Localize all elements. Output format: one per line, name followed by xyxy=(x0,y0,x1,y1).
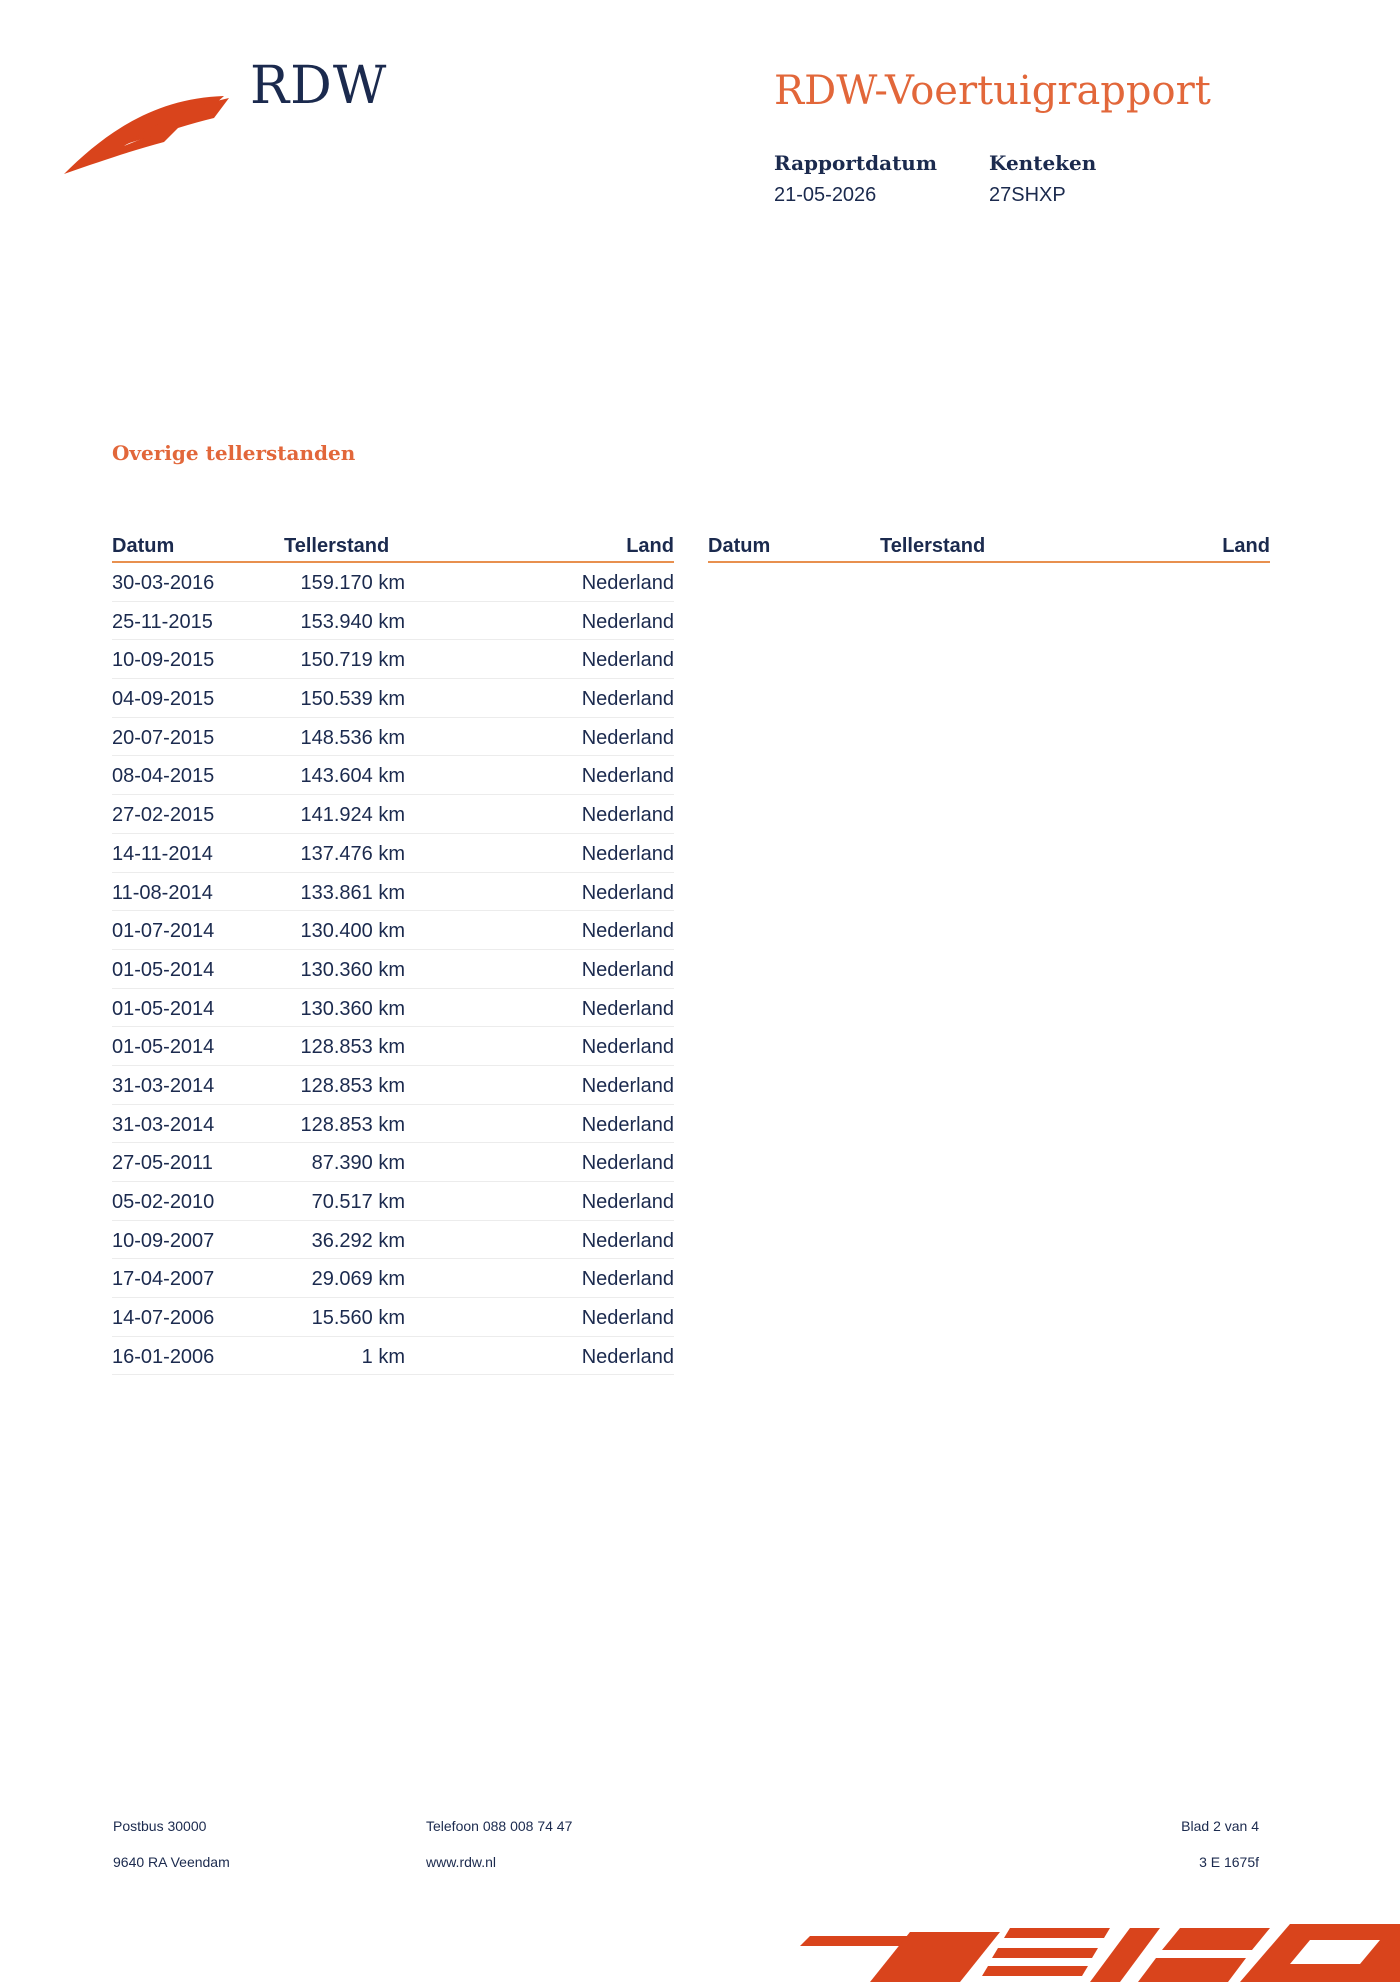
cell-datum: 11-08-2014 xyxy=(112,881,213,904)
footer-page-number: Blad 2 van 4 xyxy=(1181,1818,1259,1834)
cell-tellerstand: 36.292 km xyxy=(311,1229,405,1252)
cell-tellerstand: 128.853 km xyxy=(300,1113,405,1136)
table-row xyxy=(112,795,674,834)
cell-land: Nederland xyxy=(581,1152,674,1175)
cell-datum: 01-05-2014 xyxy=(112,1036,215,1059)
cell-datum: 08-04-2015 xyxy=(112,765,215,788)
cell-land: Nederland xyxy=(581,765,674,788)
odometer-table xyxy=(112,533,674,1375)
table-header xyxy=(708,533,1270,563)
cell-land: Nederland xyxy=(581,572,674,594)
table-row xyxy=(112,834,674,873)
cell-tellerstand: 70.517 km xyxy=(311,1191,405,1213)
logo-wordmark: RDW xyxy=(250,56,388,116)
cell-land: Nederland xyxy=(581,920,674,943)
cell-datum: 01-07-2014 xyxy=(112,920,215,943)
cell-datum: 31-03-2014 xyxy=(112,1074,215,1097)
odometer-table-continued xyxy=(708,533,1270,563)
table-row xyxy=(112,950,674,989)
cell-datum: 30-03-2016 xyxy=(112,572,215,594)
column-header-datum: Datum xyxy=(112,535,175,557)
table-header xyxy=(112,533,674,563)
table-row xyxy=(112,1259,674,1298)
cell-land: Nederland xyxy=(581,610,674,633)
cell-tellerstand: 153.940 km xyxy=(300,610,405,633)
cell-tellerstand: 130.360 km xyxy=(300,997,405,1020)
cell-tellerstand: 137.476 km xyxy=(300,842,405,865)
cell-land: Nederland xyxy=(581,1229,674,1252)
cell-tellerstand: 1 km xyxy=(361,1345,405,1368)
table-row xyxy=(112,602,674,641)
cell-datum: 27-05-2011 xyxy=(112,1152,213,1175)
section-title: Overige tellerstanden xyxy=(112,441,356,465)
cell-land: Nederland xyxy=(581,997,674,1020)
table-row xyxy=(112,1182,674,1221)
table-row xyxy=(112,1298,674,1337)
footer-telefoon: Telefoon 088 008 74 47 xyxy=(426,1818,573,1834)
cell-datum: 20-07-2015 xyxy=(112,726,215,749)
cell-datum: 04-09-2015 xyxy=(112,688,215,711)
table-row xyxy=(112,756,674,795)
column-header-tellerstand: Tellerstand xyxy=(284,535,390,557)
table-row xyxy=(112,1221,674,1260)
table-row xyxy=(112,1143,674,1182)
footer-address: 9640 RA Veendam xyxy=(113,1854,230,1870)
cell-land: Nederland xyxy=(581,1036,674,1059)
column-header-tellerstand: Tellerstand xyxy=(880,535,986,557)
cell-datum: 27-02-2015 xyxy=(112,804,215,827)
cell-datum: 01-05-2014 xyxy=(112,997,215,1020)
cell-datum: 14-11-2014 xyxy=(112,842,213,865)
kenteken-label: Kenteken xyxy=(989,151,1097,175)
table-row xyxy=(112,1105,674,1144)
cell-land: Nederland xyxy=(581,881,674,904)
rapportdatum-label: Rapportdatum xyxy=(774,151,938,175)
cell-land: Nederland xyxy=(581,649,674,672)
table-row xyxy=(112,563,674,602)
cell-land: Nederland xyxy=(581,958,674,981)
cell-land: Nederland xyxy=(581,804,674,827)
rapportdatum-value: 21-05-2026 xyxy=(774,184,877,206)
cell-tellerstand: 15.560 km xyxy=(311,1307,405,1330)
footer-website[interactable]: www.rdw.nl xyxy=(426,1854,497,1870)
cell-datum: 25-11-2015 xyxy=(112,610,213,633)
table-row xyxy=(112,911,674,950)
cell-tellerstand: 143.604 km xyxy=(300,765,405,788)
cell-tellerstand: 141.924 km xyxy=(300,804,405,827)
kenteken-value: 27SHXP xyxy=(989,184,1066,206)
decorative-stripes xyxy=(800,1920,1400,1982)
cell-tellerstand: 128.853 km xyxy=(300,1036,405,1059)
table-row xyxy=(112,873,674,912)
report-title: RDW-Voertuigrapport xyxy=(774,68,1211,114)
table-row xyxy=(112,989,674,1028)
cell-datum: 10-09-2015 xyxy=(112,649,215,672)
table-row xyxy=(112,679,674,718)
cell-tellerstand: 130.360 km xyxy=(300,958,405,981)
cell-land: Nederland xyxy=(581,688,674,711)
cell-tellerstand: 29.069 km xyxy=(311,1268,405,1291)
table-row xyxy=(112,1337,674,1376)
cell-land: Nederland xyxy=(581,842,674,865)
cell-datum: 14-07-2006 xyxy=(112,1307,215,1330)
cell-land: Nederland xyxy=(581,1307,674,1330)
cell-datum: 01-05-2014 xyxy=(112,958,215,981)
cell-datum: 05-02-2010 xyxy=(112,1191,215,1213)
table-row xyxy=(112,1066,674,1105)
column-header-land: Land xyxy=(1222,535,1270,557)
table-row xyxy=(112,640,674,679)
cell-tellerstand: 159.170 km xyxy=(300,572,405,594)
stripes-graphic xyxy=(800,1920,1400,1982)
column-header-datum: Datum xyxy=(708,535,771,557)
cell-tellerstand: 150.539 km xyxy=(300,688,405,711)
table-row xyxy=(112,718,674,757)
cell-tellerstand: 128.853 km xyxy=(300,1074,405,1097)
table-row xyxy=(112,1027,674,1066)
table-body xyxy=(112,563,674,1375)
cell-land: Nederland xyxy=(581,1345,674,1368)
cell-tellerstand: 150.719 km xyxy=(300,649,405,672)
cell-tellerstand: 87.390 km xyxy=(311,1152,405,1175)
cell-tellerstand: 148.536 km xyxy=(300,726,405,749)
cell-land: Nederland xyxy=(581,1074,674,1097)
cell-land: Nederland xyxy=(581,1113,674,1136)
cell-datum: 31-03-2014 xyxy=(112,1113,215,1136)
footer-postbus: Postbus 30000 xyxy=(113,1818,207,1834)
cell-datum: 10-09-2007 xyxy=(112,1229,215,1252)
cell-datum: 17-04-2007 xyxy=(112,1268,215,1291)
cell-datum: 16-01-2006 xyxy=(112,1345,215,1368)
cell-tellerstand: 130.400 km xyxy=(300,920,405,943)
cell-land: Nederland xyxy=(581,1191,674,1213)
footer-document-code: 3 E 1675f xyxy=(1199,1854,1259,1870)
cell-tellerstand: 133.861 km xyxy=(300,881,405,904)
cell-land: Nederland xyxy=(581,1268,674,1291)
cell-land: Nederland xyxy=(581,726,674,749)
column-header-land: Land xyxy=(626,535,674,557)
